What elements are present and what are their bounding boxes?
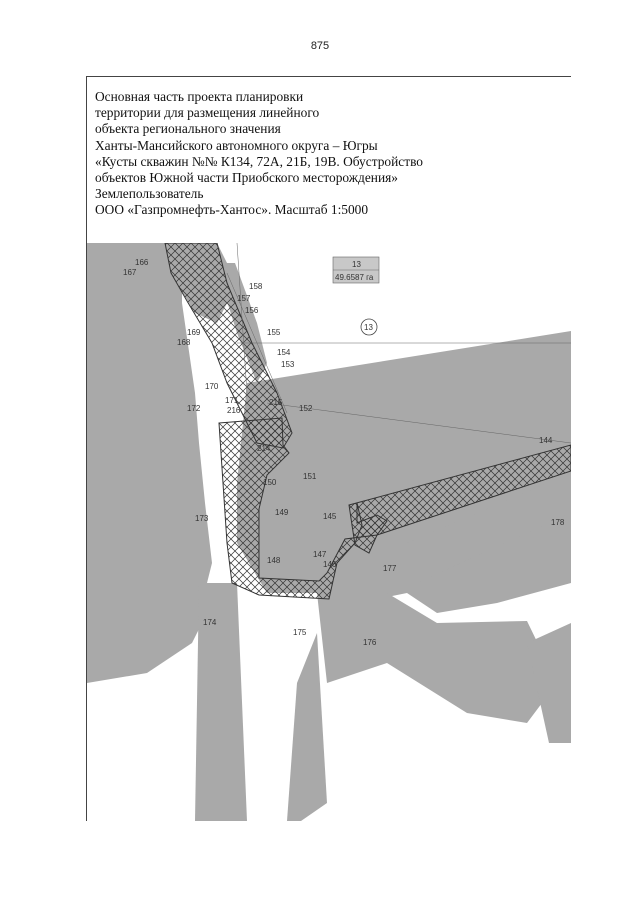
title-line-4: Ханты-Мансийского автономного округа – Югры bbox=[95, 137, 378, 153]
label-150: 150 bbox=[263, 478, 277, 487]
title-line-3: объекта регионального значения bbox=[95, 121, 281, 137]
label-176: 176 bbox=[363, 638, 377, 647]
label-153: 153 bbox=[281, 360, 295, 369]
label-168: 168 bbox=[177, 338, 191, 347]
label-216: 216 bbox=[227, 406, 241, 415]
label-171: 171 bbox=[225, 396, 239, 405]
label-166: 166 bbox=[135, 258, 149, 267]
parcel-lower-left bbox=[287, 633, 327, 821]
title-line-6: объектов Южной части Приобского месторождения» bbox=[95, 170, 398, 186]
label-156: 156 bbox=[245, 306, 259, 315]
title-line-8: ООО «Газпромнефть-Хантос». Масштаб 1:5000 bbox=[95, 202, 369, 218]
title-line-2: территории для размещения линейного bbox=[95, 105, 320, 121]
label-178: 178 bbox=[551, 518, 565, 527]
label-175: 175 bbox=[293, 628, 307, 637]
label-214: 214 bbox=[257, 444, 271, 453]
label-147: 147 bbox=[313, 550, 327, 559]
label-145: 145 bbox=[323, 512, 337, 521]
title-line-5: «Кусты скважин №№ К134, 72А, 21Б, 19В. Обустройство bbox=[95, 153, 423, 169]
label-170: 170 bbox=[205, 382, 219, 391]
label-169: 169 bbox=[187, 328, 201, 337]
label-167: 167 bbox=[123, 268, 137, 277]
title-block bbox=[95, 89, 565, 219]
legend-box bbox=[333, 257, 379, 283]
circle-marker-label: 13 bbox=[364, 323, 373, 332]
label-154: 154 bbox=[277, 348, 291, 357]
land-parcels bbox=[87, 243, 571, 821]
label-158: 158 bbox=[249, 282, 263, 291]
title-line-7: Землепользователь bbox=[95, 186, 204, 202]
circle-marker bbox=[361, 319, 377, 335]
label-146: 146 bbox=[323, 560, 337, 569]
label-148: 148 bbox=[267, 556, 281, 565]
label-173: 173 bbox=[195, 514, 209, 523]
label-151: 151 bbox=[303, 472, 317, 481]
page-number: 875 bbox=[310, 40, 330, 52]
label-177: 177 bbox=[383, 564, 397, 573]
label-172: 172 bbox=[187, 404, 201, 413]
label-152: 152 bbox=[299, 404, 313, 413]
label-174: 174 bbox=[203, 618, 217, 627]
title-line-1: Основная часть проекта планировки bbox=[95, 89, 304, 104]
legend-area: 49.6587 га bbox=[335, 273, 374, 282]
legend-block-number: 13 bbox=[352, 260, 361, 269]
label-149: 149 bbox=[275, 508, 289, 517]
planning-map bbox=[87, 243, 571, 821]
label-155: 155 bbox=[267, 328, 281, 337]
label-157: 157 bbox=[237, 294, 251, 303]
map-frame bbox=[86, 76, 571, 821]
label-215: 215 bbox=[269, 398, 283, 407]
label-144: 144 bbox=[539, 436, 553, 445]
